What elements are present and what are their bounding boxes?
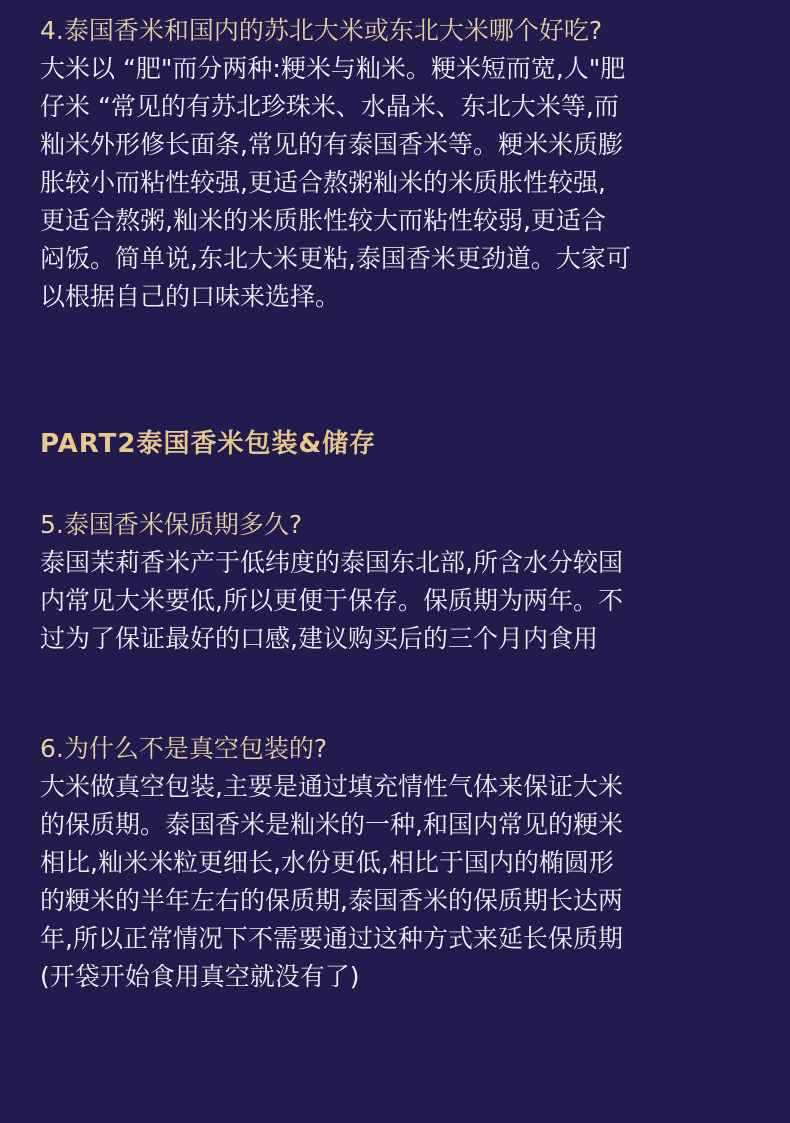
faq-answer-line: 胀较小而粘性较强,更适合熬粥籼米的米质胀性较强, (40, 168, 606, 197)
faq-answer-line: 过为了保证最好的口感,建议购买后的三个月内食用 (40, 624, 598, 653)
faq-answer-line: 更适合熬粥,籼米的米质胀性较大而粘性较弱,更适合 (40, 206, 606, 235)
section-heading: PART2泰国香米包装&储存 (40, 429, 377, 459)
faq-question: 6.为什么不是真空包装的? (40, 734, 328, 763)
faq-item-6 (40, 730, 755, 996)
faq-question: 4.泰国香米和国内的苏北大米或东北大米哪个好吃? (40, 16, 603, 45)
faq-answer-line: 闷饭。简单说,东北大米更粘,泰国香米更劲道。大家可 (40, 244, 631, 273)
faq-answer-line: 大米做真空包装,主要是通过填充情性气体来保证大米 (40, 772, 623, 801)
faq-answer-line: 相比,籼米米粒更细长,水份更低,相比于国内的椭圆形 (40, 848, 614, 877)
faq-item-4 (40, 12, 755, 316)
faq-answer-line: 仔米 “常见的有苏北珍珠米、水晶米、东北大米等,而 (40, 92, 619, 121)
faq-answer-line: 内常见大米要低,所以更便于保存。保质期为两年。不 (40, 586, 623, 615)
faq-answer-line: 的保质期。泰国香米是籼米的一种,和国内常见的粳米 (40, 810, 623, 839)
faq-question: 5.泰国香米保质期多久? (40, 510, 303, 539)
faq-item-5 (40, 506, 755, 658)
faq-answer-line: 泰国茉莉香米产于低纬度的泰国东北部,所含水分较国 (40, 548, 623, 577)
faq-answer-line: 籼米外形修长面条,常见的有泰国香米等。粳米米质膨 (40, 130, 623, 159)
faq-answer-line: 的粳米的半年左右的保质期,泰国香米的保质期长达两 (40, 886, 623, 915)
faq-answer-line: 大米以 “肥"而分两种:粳米与籼米。粳米短而宽,人"肥 (40, 54, 626, 83)
faq-answer-line: 年,所以正常情况下不需要通过这种方式来延长保质期 (40, 924, 623, 953)
faq-answer-line: 以根据自己的口味来选择。 (40, 282, 341, 311)
faq-answer-line: (开袋开始食用真空就没有了) (40, 962, 360, 991)
